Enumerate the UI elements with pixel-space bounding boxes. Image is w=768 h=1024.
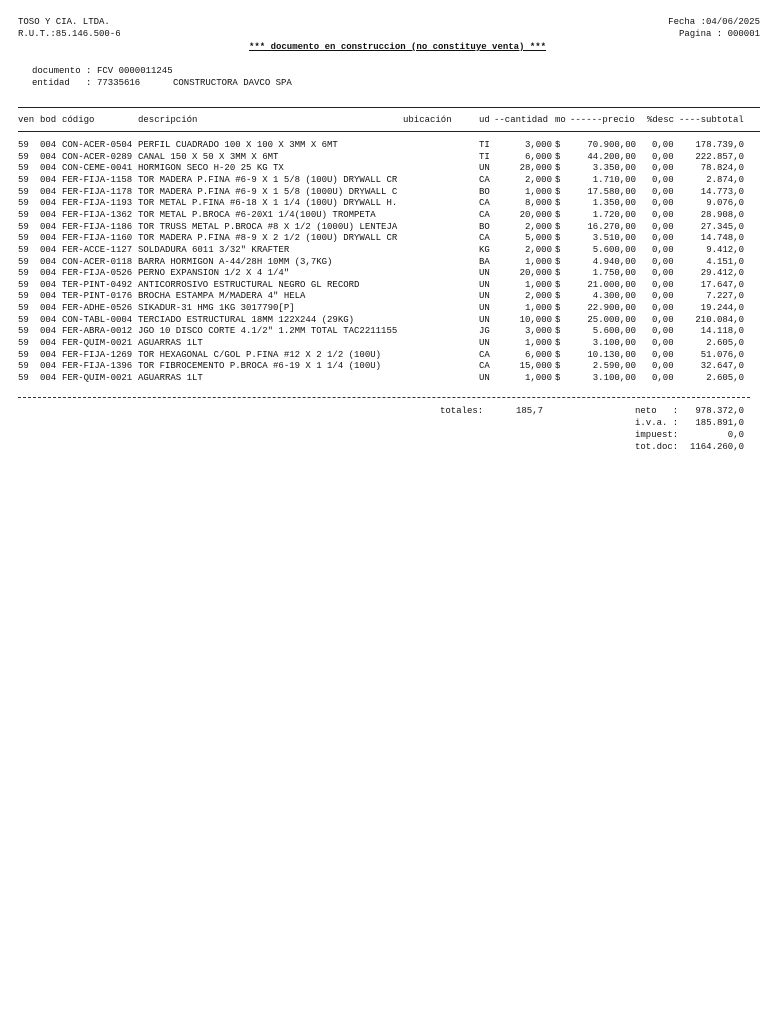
cell-cantidad: 1,000 <box>524 303 552 314</box>
cell-descripcion: BARRA HORMIGON A-44/28H 10MM (3,7KG) <box>138 256 333 267</box>
document-date: Fecha :04/06/2025 <box>668 17 760 27</box>
cell-cantidad: 10,000 <box>519 314 552 325</box>
cell-subtotal: 7.227,0 <box>706 291 744 302</box>
cell-precio: 10.130,00 <box>587 349 636 360</box>
cell-ud: CA <box>479 361 490 372</box>
table-row <box>0 337 768 349</box>
cell-codigo: TER-PINT-0492 <box>62 279 133 290</box>
cell-bod: 004 <box>40 256 57 267</box>
totdoc-label: tot.doc: <box>635 442 679 452</box>
cell-ud: BO <box>479 221 490 232</box>
cell-ven: 59 <box>18 233 29 244</box>
cell-bod: 004 <box>40 151 57 162</box>
cell-desc: 0,00 <box>652 291 674 302</box>
cell-ven: 59 <box>18 361 29 372</box>
cell-mo: $ <box>555 349 561 360</box>
cell-descripcion: SOLDADURA 6011 3/32" KRAFTER <box>138 244 290 255</box>
cell-precio: 3.350,00 <box>592 163 636 174</box>
cell-descripcion: TOR METAL P.BROCA #6-20X1 1/4(100U) TROMPETA <box>138 209 376 220</box>
cell-subtotal: 19.244,0 <box>700 303 744 314</box>
cell-ud: CA <box>479 349 490 360</box>
cell-ven: 59 <box>18 291 29 302</box>
cell-bod: 004 <box>40 291 57 302</box>
col-ud: ud <box>479 115 490 125</box>
cell-mo: $ <box>555 338 561 349</box>
cell-bod: 004 <box>40 361 57 372</box>
cell-codigo: CON-ACER-0118 <box>62 256 133 267</box>
iva-label: i.v.a. : <box>635 418 679 428</box>
cell-subtotal: 9.412,0 <box>706 244 744 255</box>
cell-ven: 59 <box>18 314 29 325</box>
cell-cantidad: 1,000 <box>524 373 552 383</box>
cell-precio: 1.350,00 <box>592 198 636 209</box>
cell-ven: 59 <box>18 198 29 209</box>
entidad-label: entidad : <box>32 78 92 88</box>
cell-desc: 0,00 <box>652 244 674 255</box>
cell-ud: UN <box>479 268 490 279</box>
table-row <box>0 162 768 174</box>
table-row <box>0 349 768 361</box>
cell-ud: KG <box>479 244 490 255</box>
cell-codigo: FER-QUIM-0021 <box>62 338 133 349</box>
cell-ven: 59 <box>18 268 29 279</box>
cell-subtotal: 222.857,0 <box>695 151 744 162</box>
table-row <box>0 314 768 326</box>
cell-precio: 4.300,00 <box>592 291 636 302</box>
cell-ven: 59 <box>18 349 29 360</box>
col-subtotal: ----subtotal <box>679 115 744 125</box>
cell-bod: 004 <box>40 233 57 244</box>
cell-cantidad: 2,000 <box>524 244 552 255</box>
cell-ud: CA <box>479 209 490 220</box>
cell-subtotal: 178.739,0 <box>695 140 744 150</box>
cell-precio: 22.900,00 <box>587 303 636 314</box>
cell-ven: 59 <box>18 338 29 349</box>
cell-cantidad: 2,000 <box>524 221 552 232</box>
cell-mo: $ <box>555 326 561 337</box>
cell-desc: 0,00 <box>652 373 674 383</box>
cell-subtotal: 14.748,0 <box>700 233 744 244</box>
cell-descripcion: PERNO EXPANSION 1/2 X 4 1/4" <box>138 268 290 279</box>
cell-codigo: FER-ADHE-0526 <box>62 303 133 314</box>
cell-cantidad: 1,000 <box>524 338 552 349</box>
cell-precio: 1.710,00 <box>592 174 636 185</box>
cell-descripcion: AGUARRAS 1LT <box>138 338 203 349</box>
cell-descripcion: TOR METAL P.FINA #6-18 X 1 1/4 (100U) DRYWALL H. <box>138 198 398 209</box>
cell-mo: $ <box>555 268 561 279</box>
cell-precio: 2.590,00 <box>592 361 636 372</box>
cell-cantidad: 2,000 <box>524 291 552 302</box>
cell-codigo: TER-PINT-0176 <box>62 291 133 302</box>
cell-subtotal: 17.647,0 <box>700 279 744 290</box>
cell-descripcion: HORMIGON SECO H-20 25 KG TX <box>138 163 284 174</box>
cell-desc: 0,00 <box>652 338 674 349</box>
cell-codigo: CON-ACER-0504 <box>62 140 133 150</box>
cell-ven: 59 <box>18 303 29 314</box>
cell-codigo: CON-CEME-0041 <box>62 163 133 174</box>
entidad-name: CONSTRUCTORA DAVCO SPA <box>173 78 292 88</box>
table-row <box>0 244 768 256</box>
cell-descripcion: AGUARRAS 1LT <box>138 373 203 383</box>
cell-codigo: FER-FIJA-1158 <box>62 174 133 185</box>
cell-mo: $ <box>555 256 561 267</box>
table-row <box>0 372 768 384</box>
cell-desc: 0,00 <box>652 326 674 337</box>
table-row <box>0 290 768 302</box>
cell-codigo: FER-FIJA-1160 <box>62 233 133 244</box>
cell-mo: $ <box>555 140 561 150</box>
cell-descripcion: TOR FIBROCEMENTO P.BROCA #6-19 X 1 1/4 (100U) <box>138 361 382 372</box>
cell-subtotal: 27.345,0 <box>700 221 744 232</box>
cell-ud: TI <box>479 151 490 162</box>
col-desc: %desc <box>647 115 675 125</box>
cell-ven: 59 <box>18 256 29 267</box>
cell-subtotal: 4.151,0 <box>706 256 744 267</box>
cell-cantidad: 1,000 <box>524 279 552 290</box>
cell-ud: UN <box>479 373 490 383</box>
cell-ud: CA <box>479 198 490 209</box>
header-rule <box>18 107 760 108</box>
cell-mo: $ <box>555 361 561 372</box>
cell-precio: 5.600,00 <box>592 244 636 255</box>
cell-codigo: FER-FIJA-1269 <box>62 349 133 360</box>
cell-precio: 4.940,00 <box>592 256 636 267</box>
documento-value: FCV 0000011245 <box>97 66 173 76</box>
cell-precio: 17.580,00 <box>587 186 636 197</box>
cell-precio: 3.100,00 <box>592 338 636 349</box>
cell-bod: 004 <box>40 268 57 279</box>
cell-cantidad: 20,000 <box>519 209 552 220</box>
cell-bod: 004 <box>40 221 57 232</box>
cell-ud: CA <box>479 233 490 244</box>
cell-subtotal: 29.412,0 <box>700 268 744 279</box>
cell-bod: 004 <box>40 186 57 197</box>
cell-ud: UN <box>479 303 490 314</box>
cell-descripcion: TERCIADO ESTRUCTURAL 18MM 122X244 (29KG) <box>138 314 355 325</box>
cell-cantidad: 1,000 <box>524 256 552 267</box>
cell-codigo: FER-FIJA-1178 <box>62 186 133 197</box>
cell-subtotal: 51.076,0 <box>700 349 744 360</box>
cell-bod: 004 <box>40 279 57 290</box>
cell-cantidad: 3,000 <box>524 326 552 337</box>
cell-subtotal: 2.874,0 <box>706 174 744 185</box>
cell-mo: $ <box>555 174 561 185</box>
cell-codigo: FER-ACCE-1127 <box>62 244 133 255</box>
cell-desc: 0,00 <box>652 361 674 372</box>
cell-bod: 004 <box>40 244 57 255</box>
cell-ud: JG <box>479 326 490 337</box>
cell-mo: $ <box>555 233 561 244</box>
cell-desc: 0,00 <box>652 221 674 232</box>
cell-mo: $ <box>555 151 561 162</box>
table-row <box>0 174 768 186</box>
cell-mo: $ <box>555 279 561 290</box>
cell-precio: 5.600,00 <box>592 326 636 337</box>
cell-codigo: FER-FIJA-1193 <box>62 198 133 209</box>
documento-label: documento : <box>32 66 92 76</box>
company-rut: R.U.T.:85.146.500-6 <box>18 29 121 39</box>
cell-precio: 3.510,00 <box>592 233 636 244</box>
cell-bod: 004 <box>40 198 57 209</box>
totals-rule <box>18 397 750 398</box>
cell-bod: 004 <box>40 209 57 220</box>
cell-subtotal: 78.824,0 <box>700 163 744 174</box>
cell-desc: 0,00 <box>652 256 674 267</box>
cell-precio: 44.200,00 <box>587 151 636 162</box>
cell-ud: UN <box>479 279 490 290</box>
cell-bod: 004 <box>40 338 57 349</box>
cell-ven: 59 <box>18 373 29 383</box>
cell-cantidad: 15,000 <box>519 361 552 372</box>
table-row <box>0 151 768 163</box>
cell-subtotal: 14.773,0 <box>700 186 744 197</box>
cell-bod: 004 <box>40 163 57 174</box>
cell-descripcion: TOR HEXAGONAL C/GOL P.FINA #12 X 2 1/2 (100U) <box>138 349 382 360</box>
table-row <box>0 186 768 198</box>
table-row <box>0 267 768 279</box>
cell-bod: 004 <box>40 314 57 325</box>
company-name: TOSO Y CIA. LTDA. <box>18 17 110 27</box>
col-descripcion: descripción <box>138 115 198 125</box>
cell-cantidad: 2,000 <box>524 174 552 185</box>
cell-codigo: FER-FIJA-0526 <box>62 268 133 279</box>
cell-precio: 3.100,00 <box>592 373 636 383</box>
cell-descripcion: TOR MADERA P.FINA #8-9 X 2 1/2 (100U) DRYWALL CR <box>138 233 398 244</box>
cell-descripcion: PERFIL CUADRADO 100 X 100 X 3MM X 6MT <box>138 140 338 150</box>
col-ven: ven <box>18 115 35 125</box>
col-codigo: código <box>62 115 95 125</box>
cell-bod: 004 <box>40 303 57 314</box>
cell-ven: 59 <box>18 163 29 174</box>
cell-ven: 59 <box>18 174 29 185</box>
cell-subtotal: 28.908,0 <box>700 209 744 220</box>
cell-descripcion: ANTICORROSIVO ESTRUCTURAL NEGRO GL RECORD <box>138 279 360 290</box>
table-row <box>0 197 768 209</box>
cell-codigo: FER-FIJA-1396 <box>62 361 133 372</box>
neto-label: neto : <box>635 406 679 416</box>
totdoc-value: 1164.260,0 <box>689 442 744 452</box>
cell-desc: 0,00 <box>652 198 674 209</box>
cell-mo: $ <box>555 244 561 255</box>
cell-ud: UN <box>479 291 490 302</box>
cell-precio: 21.000,00 <box>587 279 636 290</box>
cell-desc: 0,00 <box>652 140 674 150</box>
cell-mo: $ <box>555 373 561 383</box>
cell-descripcion: CANAL 150 X 50 X 3MM X 6MT <box>138 151 279 162</box>
cell-desc: 0,00 <box>652 186 674 197</box>
table-row <box>0 302 768 314</box>
cell-cantidad: 3,000 <box>524 140 552 150</box>
cell-descripcion: JGO 10 DISCO CORTE 4.1/2" 1.2MM TOTAL TAC2211155 <box>138 326 398 337</box>
cell-cantidad: 8,000 <box>524 198 552 209</box>
totales-label: totales: <box>440 406 484 416</box>
cell-codigo: FER-QUIM-0021 <box>62 373 133 383</box>
neto-value: 978.372,0 <box>695 406 744 416</box>
table-row <box>0 232 768 244</box>
table-row <box>0 221 768 233</box>
cell-mo: $ <box>555 163 561 174</box>
cell-mo: $ <box>555 209 561 220</box>
cell-desc: 0,00 <box>652 151 674 162</box>
cell-desc: 0,00 <box>652 349 674 360</box>
cell-cantidad: 1,000 <box>524 186 552 197</box>
cell-cantidad: 28,000 <box>519 163 552 174</box>
cell-subtotal: 210.084,0 <box>695 314 744 325</box>
cell-desc: 0,00 <box>652 209 674 220</box>
cell-subtotal: 32.647,0 <box>700 361 744 372</box>
cell-bod: 004 <box>40 174 57 185</box>
cell-bod: 004 <box>40 326 57 337</box>
col-bod: bod <box>40 115 57 125</box>
cell-ven: 59 <box>18 279 29 290</box>
columns-rule <box>18 131 760 132</box>
cell-descripcion: TOR MADERA P.FINA #6-9 X 1 5/8 (1000U) DRYWALL C <box>138 186 398 197</box>
cell-mo: $ <box>555 314 561 325</box>
cell-subtotal: 14.118,0 <box>700 326 744 337</box>
table-row <box>0 360 768 372</box>
cell-ven: 59 <box>18 326 29 337</box>
cell-bod: 004 <box>40 140 57 150</box>
col-precio: ------precio <box>570 115 635 125</box>
cell-ud: CA <box>479 174 490 185</box>
cell-ud: UN <box>479 314 490 325</box>
col-cantidad: --cantidad <box>494 115 549 125</box>
table-row <box>0 279 768 291</box>
cell-cantidad: 20,000 <box>519 268 552 279</box>
cell-desc: 0,00 <box>652 174 674 185</box>
cell-descripcion: TOR MADERA P.FINA #6-9 X 1 5/8 (100U) DRYWALL CR <box>138 174 398 185</box>
cell-precio: 1.750,00 <box>592 268 636 279</box>
cell-cantidad: 6,000 <box>524 349 552 360</box>
cell-bod: 004 <box>40 349 57 360</box>
cell-descripcion: TOR TRUSS METAL P.BROCA #8 X 1/2 (1000U) LENTEJA <box>138 221 398 232</box>
cell-bod: 004 <box>40 373 57 383</box>
cell-desc: 0,00 <box>652 314 674 325</box>
cell-subtotal: 2.605,0 <box>706 373 744 383</box>
cell-subtotal: 2.605,0 <box>706 338 744 349</box>
table-row <box>0 209 768 221</box>
cell-ud: UN <box>479 163 490 174</box>
cell-subtotal: 9.076,0 <box>706 198 744 209</box>
cell-ud: BA <box>479 256 490 267</box>
cell-desc: 0,00 <box>652 233 674 244</box>
draft-notice: *** documento en construccion (no constituye venta) *** <box>249 42 547 52</box>
totales-value: 185,7 <box>516 406 544 416</box>
cell-codigo: FER-FIJA-1362 <box>62 209 133 220</box>
cell-ven: 59 <box>18 209 29 220</box>
cell-ven: 59 <box>18 151 29 162</box>
cell-ven: 59 <box>18 244 29 255</box>
table-row <box>0 139 768 151</box>
cell-ven: 59 <box>18 140 29 150</box>
cell-cantidad: 5,000 <box>524 233 552 244</box>
cell-mo: $ <box>555 221 561 232</box>
col-ubicacion: ubicación <box>403 115 452 125</box>
table-row <box>0 256 768 268</box>
cell-codigo: CON-TABL-0004 <box>62 314 133 325</box>
cell-desc: 0,00 <box>652 268 674 279</box>
col-mo: mo <box>555 115 566 125</box>
cell-descripcion: SIKADUR-31 HMG 1KG 3017790[P] <box>138 303 295 314</box>
cell-precio: 1.720,00 <box>592 209 636 220</box>
cell-desc: 0,00 <box>652 163 674 174</box>
cell-cantidad: 6,000 <box>524 151 552 162</box>
cell-desc: 0,00 <box>652 279 674 290</box>
impuest-value: 0,0 <box>727 430 744 440</box>
cell-mo: $ <box>555 198 561 209</box>
cell-codigo: CON-ACER-0289 <box>62 151 133 162</box>
cell-ud: TI <box>479 140 490 150</box>
cell-ven: 59 <box>18 221 29 232</box>
impuest-label: impuest: <box>635 430 679 440</box>
entidad-rut: 77335616 <box>97 78 141 88</box>
cell-mo: $ <box>555 186 561 197</box>
table-row <box>0 325 768 337</box>
page-number: Pagina : 000001 <box>678 29 760 39</box>
cell-codigo: FER-FIJA-1186 <box>62 221 133 232</box>
column-headers <box>0 114 768 126</box>
cell-descripcion: BROCHA ESTAMPA M/MADERA 4" HELA <box>138 291 306 302</box>
cell-codigo: FER-ABRA-0012 <box>62 326 133 337</box>
cell-precio: 25.000,00 <box>587 314 636 325</box>
cell-mo: $ <box>555 303 561 314</box>
cell-desc: 0,00 <box>652 303 674 314</box>
cell-precio: 16.270,00 <box>587 221 636 232</box>
cell-ven: 59 <box>18 186 29 197</box>
iva-value: 185.891,0 <box>695 418 744 428</box>
cell-ud: BO <box>479 186 490 197</box>
cell-precio: 70.900,00 <box>587 140 636 150</box>
cell-ud: UN <box>479 338 490 349</box>
cell-mo: $ <box>555 291 561 302</box>
